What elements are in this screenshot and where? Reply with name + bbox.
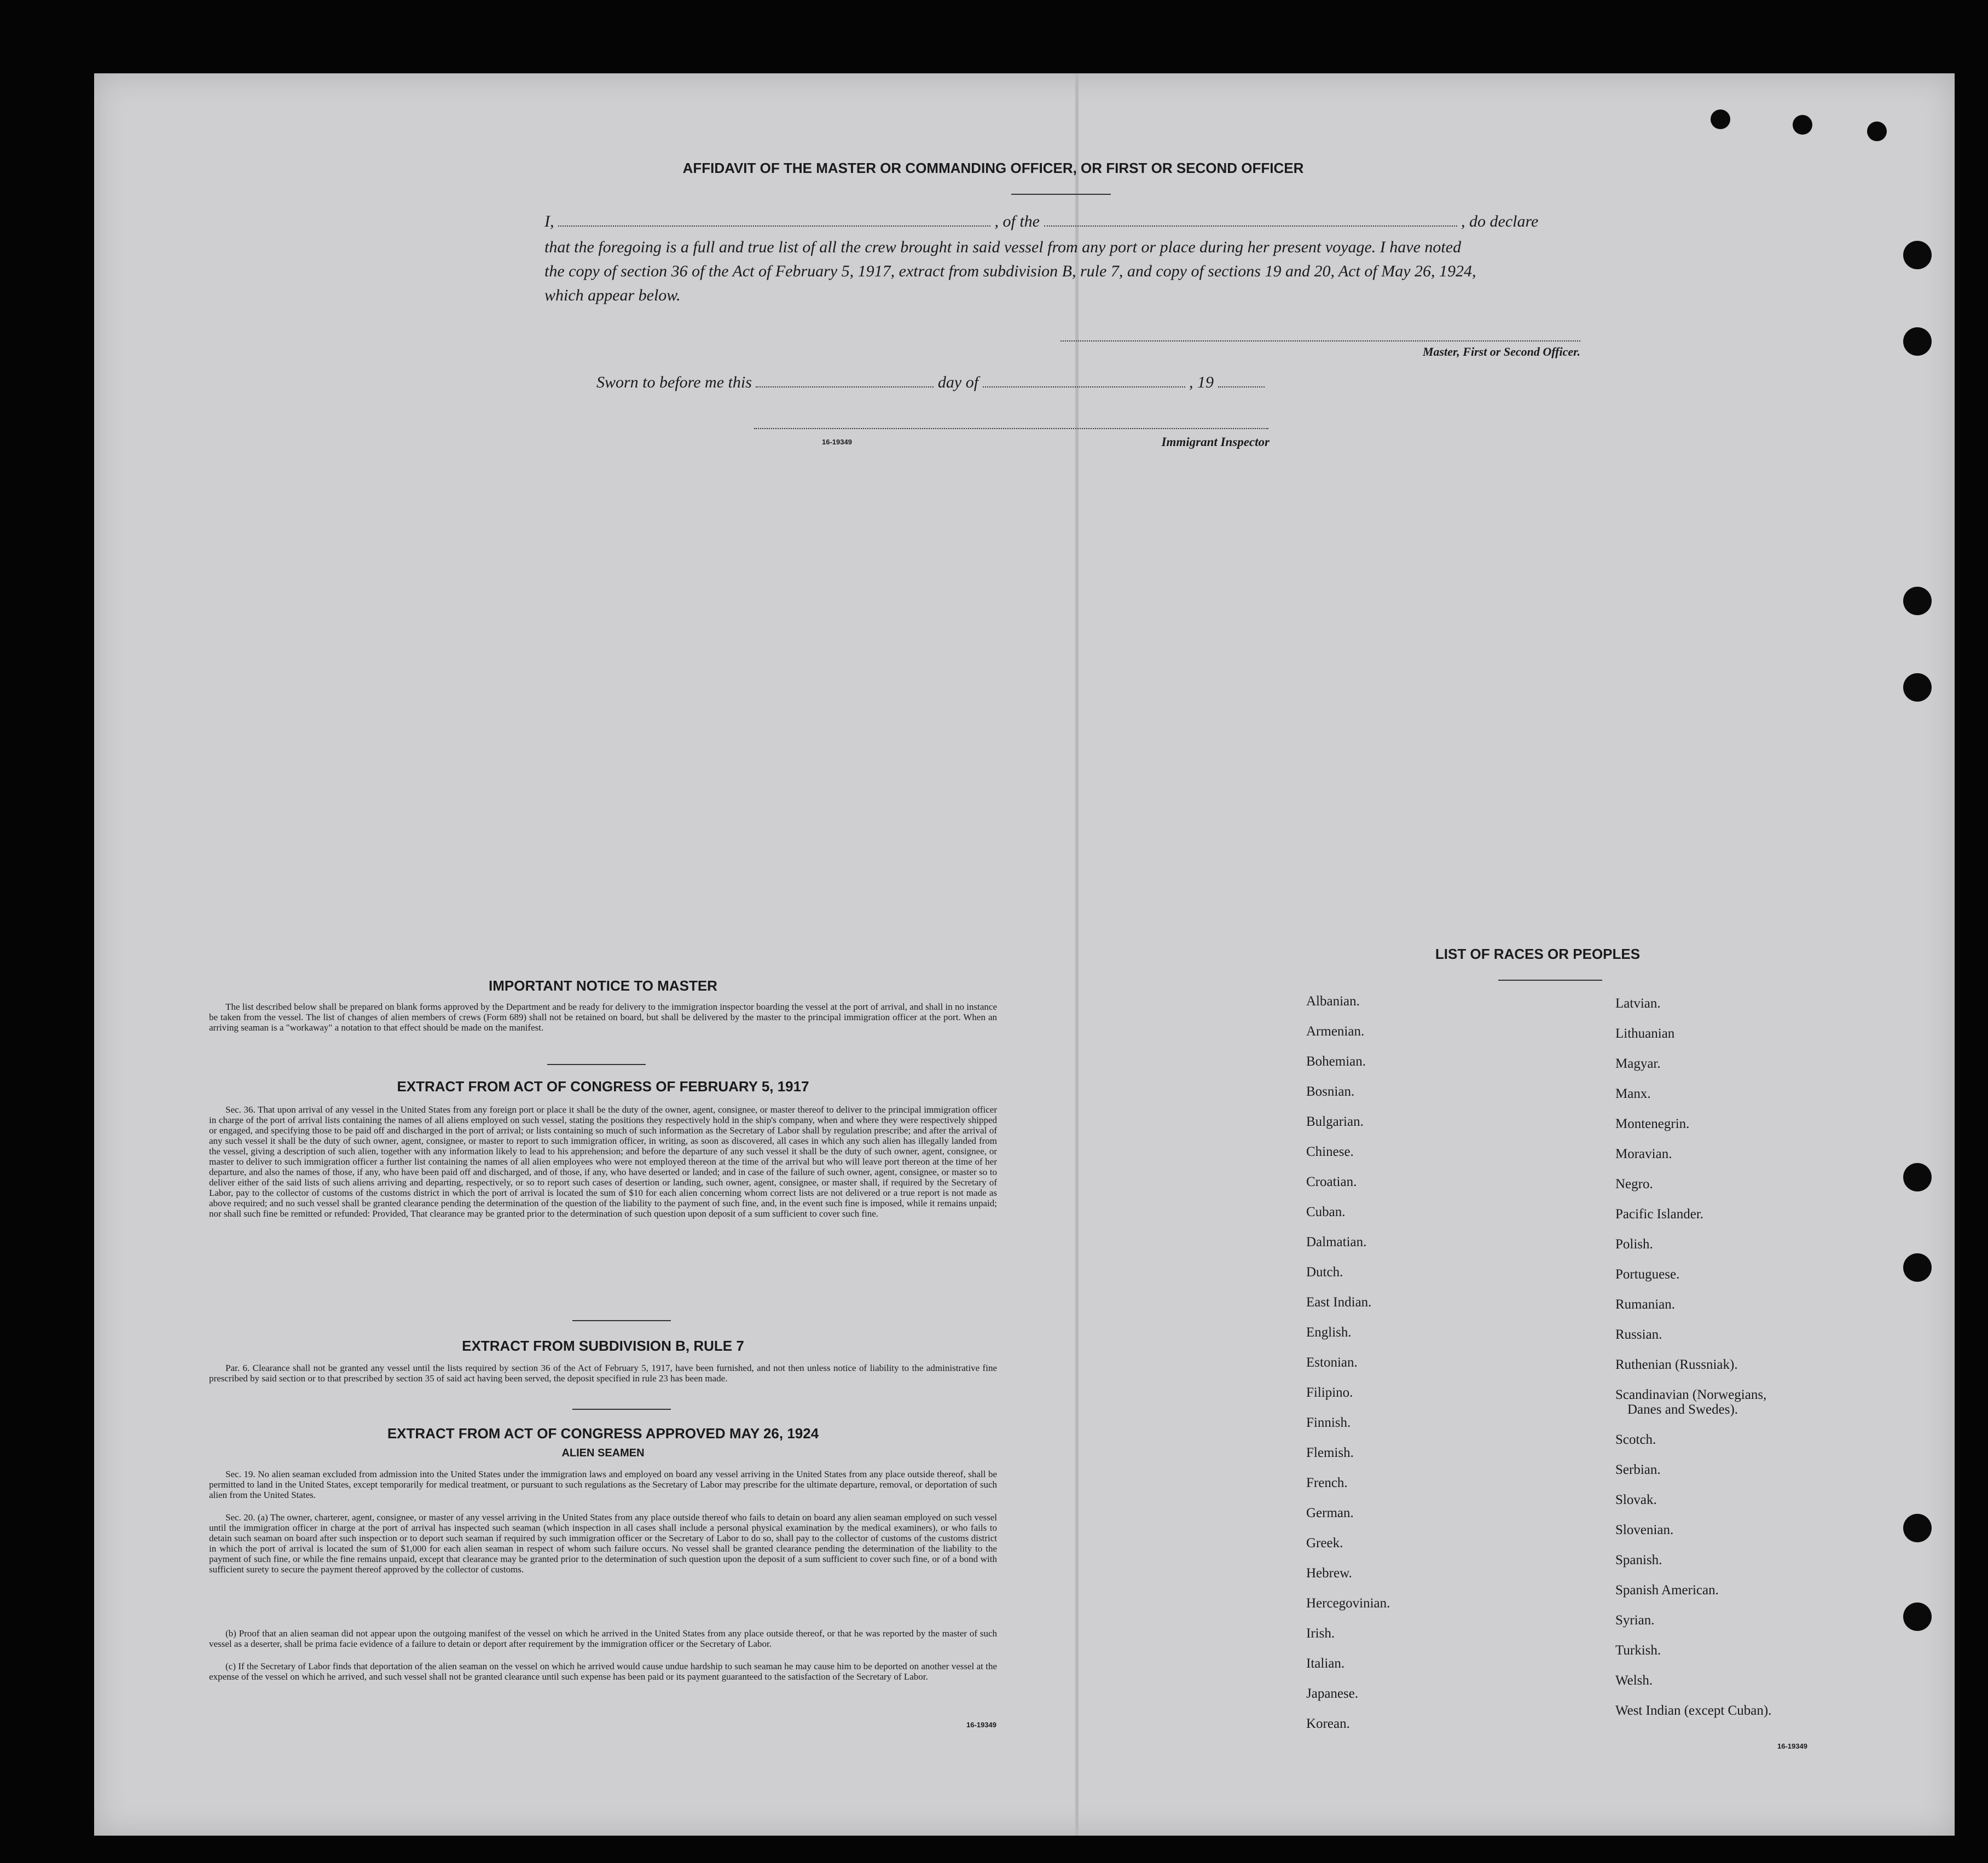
form-number: 16-19349 xyxy=(822,438,852,446)
race-item: Estonian. xyxy=(1306,1355,1358,1370)
notice-text: The list described below shall be prepared on blank forms approved by the Department and be ready for delivery to the immigration inspector boarding the vessel at the port of arrival, and shall in no instance be taken from the vessel. The list of changes of alien members of crews (Form 689) shall not be retained on board, but shall be delivered by the master to the principal immigration officer at the port. When an arriving seaman is a "workaway" a notation to that effect should be made on the manifest. xyxy=(209,1002,997,1033)
race-item: German. xyxy=(1306,1506,1354,1520)
race-item: Irish. xyxy=(1306,1626,1335,1641)
section-rule xyxy=(572,1409,671,1410)
race-item: Japanese. xyxy=(1306,1686,1359,1701)
section-rule xyxy=(572,1320,671,1321)
name-field[interactable] xyxy=(558,209,990,227)
races-right-column xyxy=(1615,996,1771,1733)
race-item: Dalmatian. xyxy=(1306,1235,1367,1249)
extract-1924-sec20a: Sec. 20. (a) The owner, charterer, agent, consignee, or master of any vessel arriving in the United States from any place outside thereof who fails to detain on board any alien seaman employed on such vessel until the immigration officer in charge at the port of arrival has inspected such seaman (which inspection in all cases shall include a personal physical examination by the medical examiners), or who fails to detain such seaman on board after such inspection or to deport such seaman if required by such immigration officer or the Secretary of Labor to do so, shall pay to the collector of customs of the customs district in which the port of arrival is located the sum of $1,000 for each alien seaman in respect of whom such failure occurs. No vessel shall be granted clearance pending the determination of the liability to the payment of such fine, or while the fine remains unpaid, except that clearance may be granted prior to the determination of such question upon the deposit of a sum sufficient to cover such fine, or of a bond with sufficient surety to secure the payment thereof approved by the collector of customs. xyxy=(209,1512,997,1575)
race-item: Latvian. xyxy=(1615,996,1661,1011)
race-item: Filipino. xyxy=(1306,1385,1353,1400)
sworn-day-field[interactable] xyxy=(756,370,934,387)
form-number: 16-19349 xyxy=(1777,1742,1807,1750)
title-rule xyxy=(1011,194,1111,195)
races-title: LIST OF RACES OR PEOPLES xyxy=(1435,946,1641,962)
extract-1917-title: EXTRACT FROM ACT OF CONGRESS OF FEBRUARY 5, 1917 xyxy=(397,1078,809,1095)
year-prefix: , 19 xyxy=(1189,373,1214,391)
race-item: Russian. xyxy=(1615,1327,1662,1342)
race-item: Manx. xyxy=(1615,1086,1651,1101)
race-item: Slovenian. xyxy=(1615,1523,1674,1537)
punch-hole xyxy=(1903,1253,1932,1282)
affidavit-body-line: which appear below. xyxy=(544,286,681,304)
race-item: Slovak. xyxy=(1615,1492,1657,1507)
punch-hole xyxy=(1903,241,1932,269)
race-item: Spanish. xyxy=(1615,1553,1662,1567)
form-number: 16-19349 xyxy=(966,1721,996,1729)
extract-1924-subtitle: ALIEN SEAMEN xyxy=(561,1447,645,1459)
punch-hole xyxy=(1903,327,1932,356)
race-item: Scotch. xyxy=(1615,1432,1656,1447)
race-item: Pacific Islander. xyxy=(1615,1207,1704,1222)
races-title-rule xyxy=(1498,980,1602,981)
inspector-caption: Immigrant Inspector xyxy=(1161,435,1270,449)
inspector-signature-line[interactable] xyxy=(754,428,1268,429)
sworn-label: Sworn to before me this xyxy=(596,373,752,391)
vessel-field[interactable] xyxy=(1044,209,1457,227)
extract-1917-text: Sec. 36. That upon arrival of any vessel in the United States from any foreign port or place it shall be the duty of the owner, agent, consignee, or master thereof to deliver to the principal immigration officer in charge of the port of arrival lists containing the names of all aliens employed on such vessel, stating the positions they respectively hold in the ship's company, when and where they were respectively shipped or engaged, and specifying those to be paid off and discharged in the port of arrival; or lists containing so much of such information as the Secretary of Labor shall by regulation prescribe; and after the arrival of any such vessel it shall be the duty of such owner, agent, consignee, or master to report to such immigration officer, in writing, as soon as discovered, all cases in which any such alien has illegally landed from the vessel, giving a description of such alien, together with any information likely to lead to his apprehension; and before the departure of any such vessel it shall be the duty of such owner, agent, consignee, or master to deliver to such immigration officer a further list containing the names of all alien employees who were not employed thereon at the time of the arrival but who will leave port thereon at the time of her departure, and also the names of those, if any, who have been paid off and discharged, and of those, if any, who have deserted or landed; and in case of the failure of such owner, agent, consignee, or master so to deliver either of the said lists of such aliens arriving and departing, respectively, or so to report such cases of desertion or landing, such owner, agent, consignee, or master shall, if required by the Secretary of Labor, pay to the collector of customs of the customs district in which the port of arrival is located the sum of $10 for each alien concerning whom correct lists are not delivered or a true report is not made as above required; and no such vessel shall be granted clearance pending the determination of the question of the liability to the payment of such fine, and, in the event such fine is imposed, while it remains unpaid; nor shall such fine be remitted or refunded: Provided, That clearance may be granted prior to the determination of such question upon deposit of a sum sufficient to cover such fine. xyxy=(209,1104,997,1219)
race-item: Croatian. xyxy=(1306,1174,1357,1189)
race-item: Chinese. xyxy=(1306,1144,1354,1159)
affidavit-title: AFFIDAVIT OF THE MASTER OR COMMANDING OFFICER, OR FIRST OR SECOND OFFICER xyxy=(682,160,1304,176)
race-item: Flemish. xyxy=(1306,1445,1354,1460)
race-item: West Indian (except Cuban). xyxy=(1615,1703,1772,1718)
race-item: Hebrew. xyxy=(1306,1566,1352,1581)
punch-hole xyxy=(1793,115,1812,135)
races-left-column xyxy=(1306,994,1390,1746)
race-item: Dutch. xyxy=(1306,1265,1343,1280)
race-item: Finnish. xyxy=(1306,1415,1351,1430)
extract-1924-sec20c: (c) If the Secretary of Labor finds that deportation of the alien seaman on the vessel on which he arrived would cause undue hardship to such seaman he may cause him to be deported on another vessel at the expense of the vessel on which he arrived, and such vessel shall not be granted clearance until such expense has been paid or its payment guaranteed to the satisfaction of the Secretary of Labor. xyxy=(209,1661,997,1682)
punch-hole xyxy=(1903,673,1932,702)
race-item: Greek. xyxy=(1306,1536,1343,1550)
punch-hole xyxy=(1903,1163,1932,1191)
extract-rule7-text: Par. 6. Clearance shall not be granted any vessel until the lists required by section 36 of the Act of February 5, 1917, have been furnished, and not then unless notice of liability to the administrative fine prescribed by said section or to that prescribed by section 35 of said act having been served, the deposit specified in rule 23 has been made. xyxy=(209,1363,997,1384)
do-declare-label: , do declare xyxy=(1461,212,1539,230)
sworn-month-field[interactable] xyxy=(983,370,1185,387)
race-item: Lithuanian xyxy=(1615,1026,1675,1041)
race-item: Ruthenian (Russniak). xyxy=(1615,1357,1738,1372)
race-item: Danes and Swedes). xyxy=(1627,1402,1738,1417)
race-item: Korean. xyxy=(1306,1716,1350,1731)
punch-hole xyxy=(1903,1514,1932,1542)
race-item: Syrian. xyxy=(1615,1613,1655,1628)
notice-title: IMPORTANT NOTICE TO MASTER xyxy=(489,977,717,994)
race-item: Polish. xyxy=(1615,1237,1653,1252)
race-item: Serbian. xyxy=(1615,1462,1661,1477)
signature-caption: Master, First or Second Officer. xyxy=(1422,345,1580,358)
extract-1924-sec19: Sec. 19. No alien seaman excluded from admission into the United States under the immigration laws and employed on board any vessel arriving in the United States from any place outside thereof, shall be permitted to land in the United States, except temporarily for medical treatment, or pursuant to such regulations as the Secretary of Labor may prescribe for the ultimate departure, removal, or deportation of such alien from the United States. xyxy=(209,1469,997,1500)
race-item: Armenian. xyxy=(1306,1024,1365,1039)
race-item: Spanish American. xyxy=(1615,1583,1719,1598)
punch-hole xyxy=(1867,121,1887,141)
punch-hole xyxy=(1903,1602,1932,1631)
race-item: Negro. xyxy=(1615,1177,1653,1191)
extract-1924-sec20b: (b) Proof that an alien seaman did not appear upon the outgoing manifest of the vessel on which he arrived in the United States from any place outside thereof, or that he was reported by the master of such vessel as a deserter, shall be prima facie evidence of a failure to detain or deport after requirement by the immigration officer or the Secretary of Labor. xyxy=(209,1628,997,1649)
race-item: Portuguese. xyxy=(1615,1267,1680,1282)
affidavit-body-line: that the foregoing is a full and true list of all the crew brought in said vessel from any port or place during her present voyage. I have noted xyxy=(544,238,1462,256)
punch-hole xyxy=(1903,587,1932,615)
section-rule xyxy=(547,1064,646,1065)
race-item: Scandinavian (Norwegians, xyxy=(1615,1387,1767,1402)
sworn-line xyxy=(596,370,1308,395)
race-item: Italian. xyxy=(1306,1656,1345,1671)
i-label: I, xyxy=(544,212,554,230)
race-item: East Indian. xyxy=(1306,1295,1372,1310)
race-item: Magyar. xyxy=(1615,1056,1661,1071)
race-item: Montenegrin. xyxy=(1615,1116,1690,1131)
sworn-year-field[interactable] xyxy=(1218,370,1265,387)
center-fold xyxy=(1075,73,1079,1836)
extract-1924-title: EXTRACT FROM ACT OF CONGRESS APPROVED MAY 26, 1924 xyxy=(387,1425,819,1442)
day-of-label: day of xyxy=(937,373,979,391)
race-item: Bohemian. xyxy=(1306,1054,1366,1069)
signature-line[interactable] xyxy=(1060,340,1580,342)
race-item: French. xyxy=(1306,1476,1348,1490)
race-item: Albanian. xyxy=(1306,994,1360,1009)
affidavit-body xyxy=(544,235,1579,308)
race-item: Hercegovinian. xyxy=(1306,1596,1390,1611)
punch-hole xyxy=(1711,109,1730,129)
affidavit-declaration-line xyxy=(544,209,1579,234)
race-item: Cuban. xyxy=(1306,1205,1346,1219)
race-item: Moravian. xyxy=(1615,1147,1672,1161)
of-the-label: , of the xyxy=(994,212,1040,230)
race-item: English. xyxy=(1306,1325,1352,1340)
race-item: Turkish. xyxy=(1615,1643,1661,1658)
affidavit-body-line: the copy of section 36 of the Act of February 5, 1917, extract from subdivision B, rule 7, and copy of sections 19 and 20, Act of May 26, 1924, xyxy=(544,262,1476,280)
race-item: Bosnian. xyxy=(1306,1084,1355,1099)
extract-rule7-title: EXTRACT FROM SUBDIVISION B, RULE 7 xyxy=(462,1338,744,1354)
race-item: Bulgarian. xyxy=(1306,1114,1364,1129)
race-item: Rumanian. xyxy=(1615,1297,1676,1312)
race-item: Welsh. xyxy=(1615,1673,1653,1688)
